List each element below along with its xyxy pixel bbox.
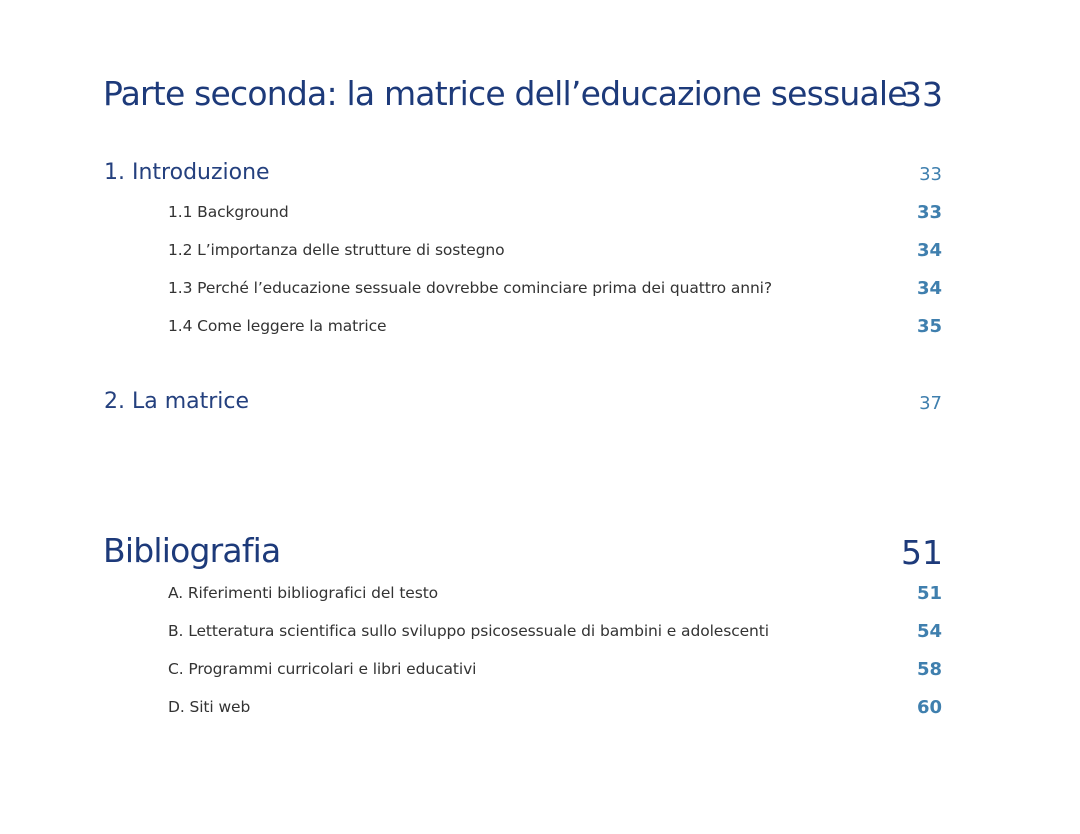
toc-section-page-number: 54 bbox=[916, 621, 942, 642]
toc-section-title: C. Programmi curricolari e libri educativi bbox=[168, 660, 477, 678]
toc-section-title: 1.2 L’importanza delle strutture di sostegno bbox=[168, 241, 505, 259]
toc-section-page-number: 34 bbox=[916, 278, 942, 299]
toc-chapter-page-number: 33 bbox=[919, 164, 942, 185]
toc-chapter-page-number: 37 bbox=[919, 393, 942, 414]
toc-section-page-number: 60 bbox=[916, 697, 942, 718]
toc-section-page-number: 51 bbox=[916, 583, 942, 604]
toc-section-page-number: 34 bbox=[916, 240, 942, 261]
toc-section-title: B. Letteratura scientifica sullo sviluppo psicosessuale di bambini e adolescenti bbox=[168, 622, 769, 640]
toc-part-page-number: 33 bbox=[901, 75, 943, 114]
toc-part-title: Bibliografia bbox=[103, 531, 281, 570]
toc-section-title: 1.4 Come leggere la matrice bbox=[168, 317, 387, 335]
toc-part-page-number: 51 bbox=[901, 533, 943, 572]
toc-section-page-number: 35 bbox=[916, 316, 942, 337]
toc-section-title: D. Siti web bbox=[168, 698, 251, 716]
toc-section-title: A. Riferimenti bibliografici del testo bbox=[168, 584, 439, 602]
toc-chapter-title: 2. La matrice bbox=[104, 389, 250, 414]
toc-part-title: Parte seconda: la matrice dell’educazione sessuale bbox=[103, 74, 907, 113]
toc-section-title: 1.1 Background bbox=[168, 203, 289, 221]
toc-section-title: 1.3 Perché l’educazione sessuale dovrebbe cominciare prima dei quattro anni? bbox=[168, 279, 773, 297]
toc-section-page-number: 58 bbox=[916, 659, 942, 680]
toc-chapter-title: 1. Introduzione bbox=[104, 160, 270, 185]
toc-section-page-number: 33 bbox=[916, 202, 942, 223]
